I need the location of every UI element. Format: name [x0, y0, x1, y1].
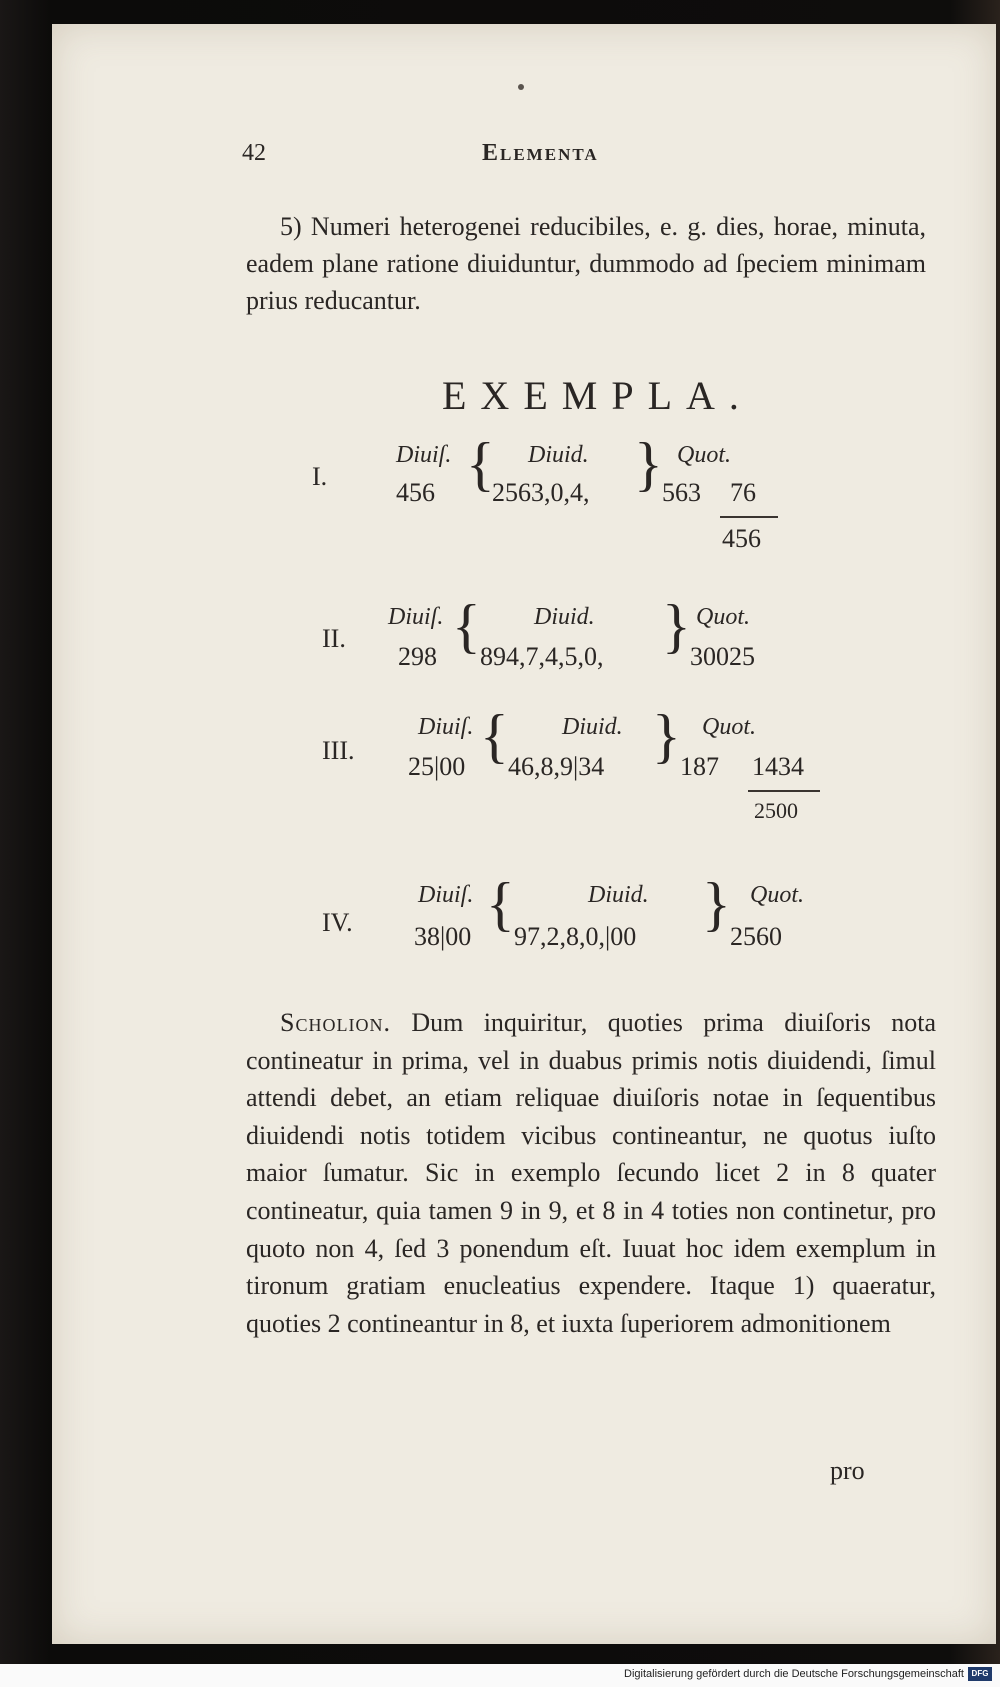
running-title: Elementa: [482, 140, 599, 166]
scholion-paragraph: [246, 1004, 936, 1342]
fraction-numerator: 76: [730, 478, 756, 507]
page-mark: [518, 84, 524, 90]
quotient-value: 30025: [690, 642, 755, 671]
divisor-label: Diuiſ.: [418, 882, 474, 908]
quotient-label: Quot.: [677, 442, 731, 468]
dividend-label: Diuid.: [588, 882, 649, 908]
divisor-value: 38|00: [414, 922, 472, 951]
left-brace: {: [452, 593, 481, 659]
dividend-label: Diuid.: [534, 604, 595, 630]
fraction-denominator: 456: [722, 524, 761, 553]
right-brace: }: [662, 593, 691, 659]
divisor-label: Diuiſ.: [418, 714, 474, 740]
page-header: [242, 140, 742, 180]
section-heading: EXEMPLA.: [442, 373, 753, 418]
fraction-bar: [748, 790, 820, 792]
divisor-value: 456: [396, 478, 435, 507]
example-3: [322, 703, 902, 844]
quotient-value: 563: [662, 478, 701, 507]
right-brace: }: [702, 871, 731, 937]
divisor-value: 25|00: [408, 752, 466, 781]
dividend-value: 894,7,4,5,0,: [480, 642, 604, 671]
left-brace: {: [466, 431, 495, 497]
dividend-value: 2563,0,4,: [492, 478, 590, 507]
scholion-lead: Scholion.: [280, 1008, 391, 1037]
example-numeral: I.: [312, 462, 328, 491]
right-brace: }: [634, 431, 663, 497]
dfg-logo: DFG: [968, 1667, 992, 1681]
dividend-value: 97,2,8,0,|00: [514, 922, 637, 951]
left-brace: {: [486, 871, 515, 937]
digitization-credit: Digitalisierung gefördert durch die Deutsche Forschungsgemeinschaft: [624, 1668, 964, 1680]
book-page: [52, 24, 996, 1644]
quotient-value: 187: [680, 752, 719, 781]
example-2: [322, 593, 882, 694]
example-numeral: II.: [322, 624, 346, 653]
fraction-numerator: 1434: [752, 752, 804, 781]
right-brace: }: [652, 703, 681, 769]
divisor-label: Diuiſ.: [388, 604, 444, 630]
fraction-bar: [720, 516, 778, 518]
paragraph-rule-5: 5) Numeri heterogenei reducibiles, e. g. dies, horae, minuta, eadem plane ratione diuiduntur, dummodo ad ſpeciem minimam prius reducantur.: [246, 212, 926, 315]
example-numeral: IV.: [322, 908, 353, 937]
example-1: [312, 431, 872, 572]
dividend-label: Diuid.: [562, 714, 623, 740]
dividend-label: Diuid.: [528, 442, 589, 468]
page-number: 42: [242, 140, 266, 166]
catchword: pro: [830, 1456, 865, 1485]
divisor-label: Diuiſ.: [396, 442, 452, 468]
quotient-label: Quot.: [750, 882, 804, 908]
scholion-text: Dum inquiritur, quoties prima diuiſoris nota contineatur in prima, vel in duabus primis notis diuidendi, ſimul attendi debet, an etiam reliquae diuiſoris notae in ſequentibus diuidendi notis totidem vicibus contineantur, ne quotus iuſto maior ſumatur. Sic in exemplo ſecundo licet 2 in 8 quater contineatur, quia tamen 9 in 9, et 8 in 4 toties non continetur, pro quoto non 4, ſed 3 ponendum eſt. Iuuat hoc idem exemplum in tironum gratiam enucleatius expendere. Itaque 1) quaeratur, quoties 2 contineantur in 8, et iuxta ſuperiorem admonitionem: [246, 1008, 937, 1338]
example-4: [322, 871, 902, 972]
left-brace: {: [480, 703, 509, 769]
divisor-value: 298: [398, 642, 437, 671]
dividend-value: 46,8,9|34: [508, 752, 605, 781]
quotient-label: Quot.: [696, 604, 750, 630]
quotient-label: Quot.: [702, 714, 756, 740]
quotient-value: 2560: [730, 922, 782, 951]
fraction-denominator: 2500: [754, 798, 798, 823]
example-numeral: III.: [322, 736, 355, 765]
